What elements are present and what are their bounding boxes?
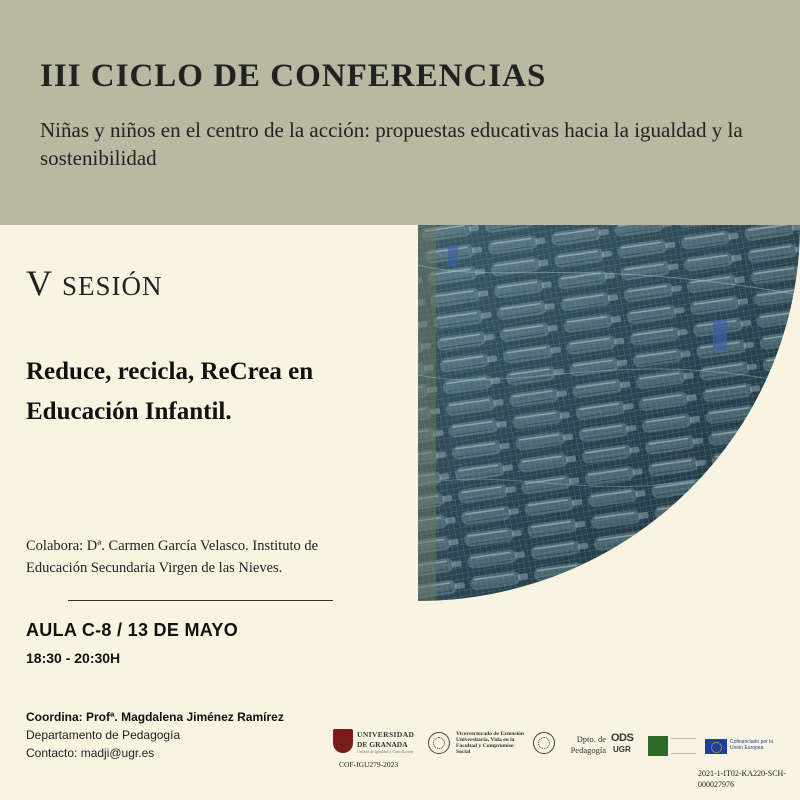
talk-title-line-2: Educación Infantil.: [26, 398, 232, 425]
eu-cofunding-text: Cofinanciado por la Unión Europea: [730, 739, 774, 751]
cof-code: COF-IGU279-2023: [339, 760, 399, 769]
coordinator-contact: Contacto: madji@ugr.es: [26, 746, 155, 760]
dpto-line-1: Dpto. de: [576, 734, 606, 744]
coordinator-department: Departamento de Pedagogía: [26, 728, 181, 742]
vicerrectorado-logo: [428, 731, 524, 757]
session-heading: [26, 262, 163, 304]
talk-title-line-1: Reduce, recicla, ReCrea en: [26, 358, 314, 385]
ugr-logo: [333, 727, 423, 757]
green-logo-text-lines: [671, 738, 696, 754]
dpto-pedagogia-text: [561, 734, 606, 756]
ugr-shield-icon: [333, 729, 353, 753]
coordination-block: [26, 708, 284, 762]
eu-cofunding-logo: [705, 737, 785, 757]
event-time: 18:30 - 20:30H: [26, 650, 121, 666]
ugr-logo-line-2: DE GRANADA: [357, 740, 408, 749]
green-emblem-icon: [648, 736, 668, 756]
ods-line-2: UGR: [613, 745, 631, 754]
green-institution-logo: [648, 736, 698, 758]
eu-flag-icon: [705, 739, 727, 754]
page-title: III CICLO DE CONFERENCIAS: [40, 58, 547, 94]
university-seal-icon: [428, 732, 450, 754]
divider: [68, 600, 333, 601]
ugr-logo-line-1: UNIVERSIDAD: [357, 730, 415, 739]
vicerrectorado-text: Vicerrectorado de Extensión Universitaria, Vida en la Facultad y Compromiso Social: [456, 731, 525, 755]
page-subtitle: Niñas y niños en el centro de la acción: propuestas educativas hacia la igualdad y la sostenibilidad: [40, 118, 743, 170]
collaboration-text: Colabora: Dª. Carmen García Velasco. Instituto de Educación Secundaria Virgen de las Nieves.: [26, 538, 319, 576]
venue-date: AULA C-8 / 13 DE MAYO: [26, 620, 239, 640]
dpto-line-2: Pedagogía: [570, 745, 606, 755]
dpto-pedagogia-logo: [533, 731, 606, 757]
ods-line-1: ODS: [611, 732, 634, 744]
session-label: SESIÓN: [62, 271, 163, 301]
talk-title: [26, 352, 386, 432]
ugr-logo-sub: Unidad de Igualdad y Conciliación: [357, 749, 413, 754]
session-number: V: [26, 263, 52, 303]
coordinator-name: Coordina: Profª. Magdalena Jiménez Ramírez: [26, 710, 284, 724]
header-banner: [0, 0, 800, 225]
recycled-bottles-photo: [418, 225, 800, 601]
project-code: 2021-1-IT02-KA220-SCH-000027976: [698, 769, 786, 789]
ods-ugr-logo: [611, 732, 641, 758]
department-seal-icon: [533, 732, 555, 754]
